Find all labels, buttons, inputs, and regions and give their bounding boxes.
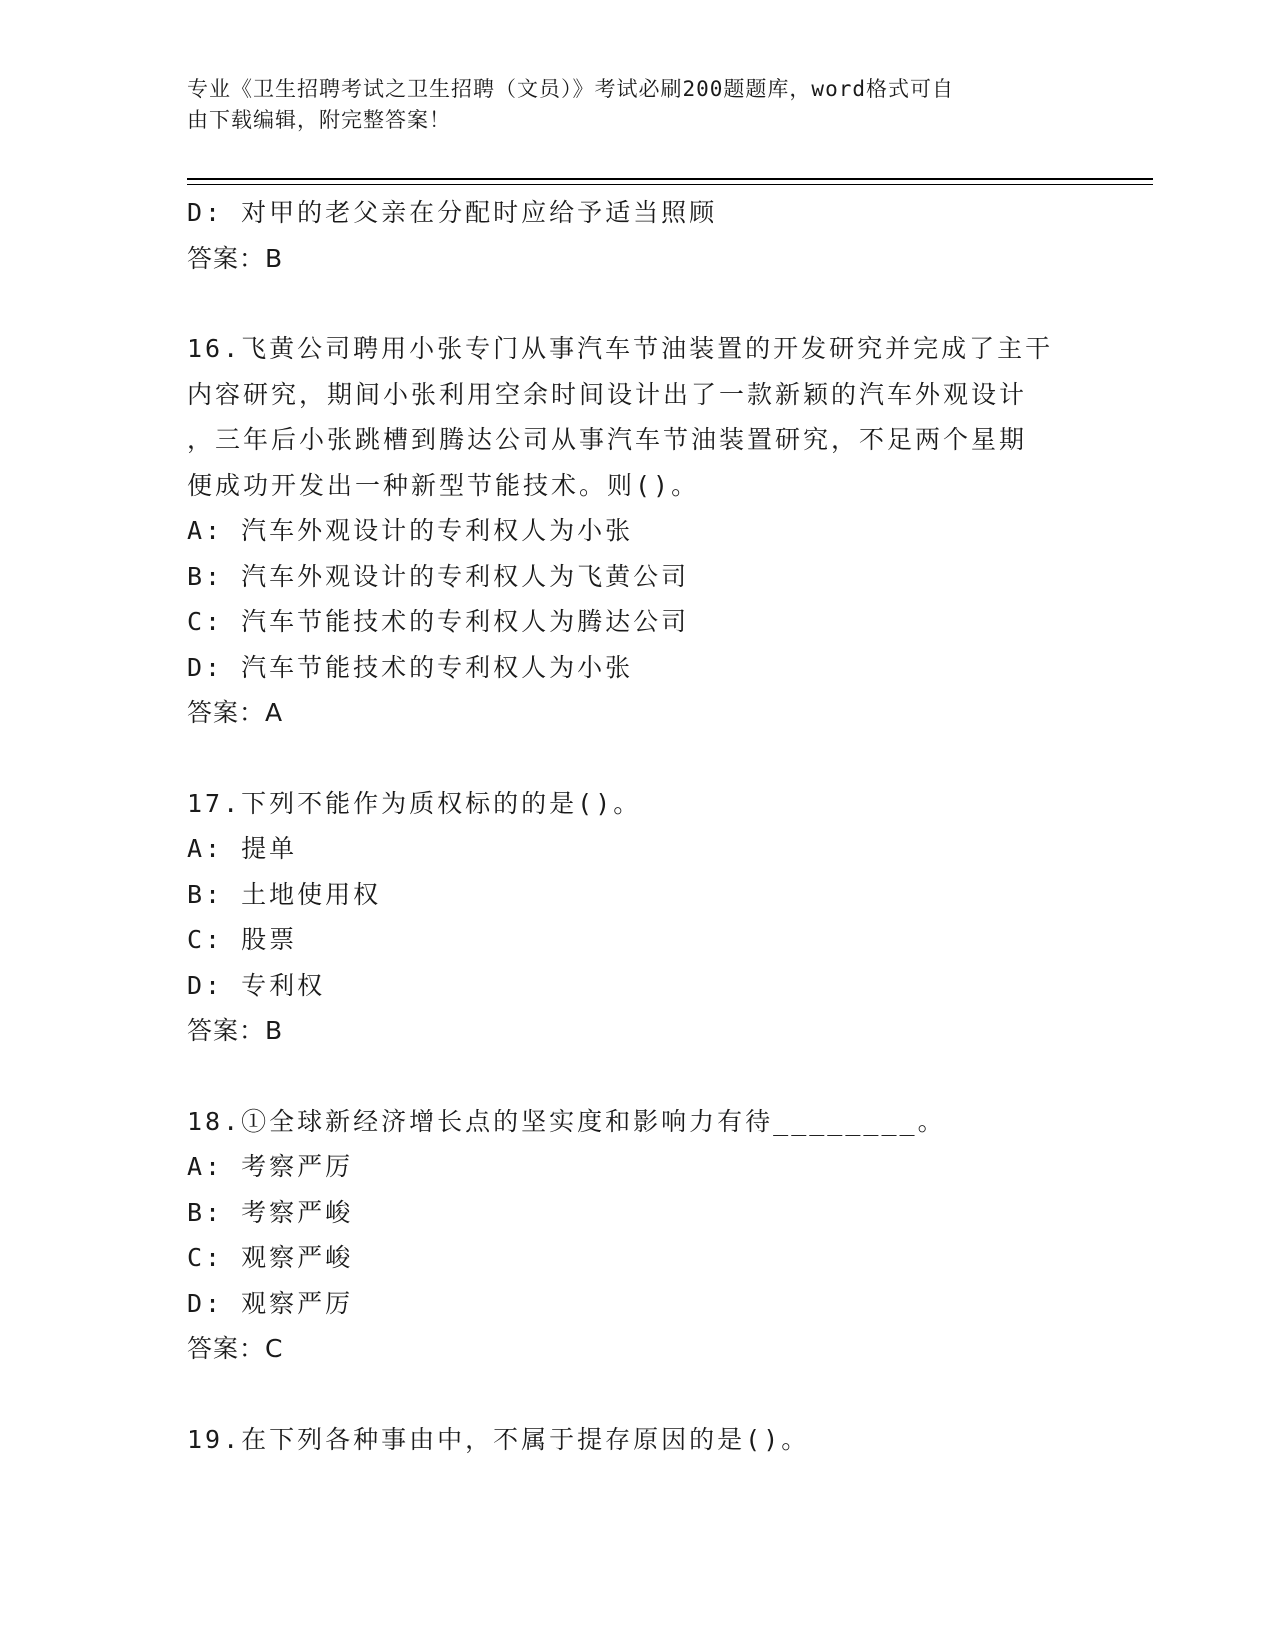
answer-line: 答案：A bbox=[187, 698, 284, 727]
option-b: B: 汽车外观设计的专利权人为飞黄公司 bbox=[187, 561, 690, 591]
spacer bbox=[187, 281, 1087, 326]
question-stem: ，三年后小张跳槽到腾达公司从事汽车节油装置研究，不足两个星期 bbox=[187, 425, 1028, 454]
option-b: B: 土地使用权 bbox=[187, 879, 382, 909]
question-stem: 19.在下列各种事由中，不属于提存原因的是()。 bbox=[187, 1424, 810, 1454]
question-stem: 18.①全球新经济增长点的坚实度和影响力有待________。 bbox=[187, 1106, 946, 1136]
option-c: C: 股票 bbox=[187, 925, 298, 954]
option-d: D: 对甲的老父亲在分配时应给予适当照顾 bbox=[187, 198, 718, 227]
question-19 bbox=[187, 1417, 1087, 1463]
option-a: A: 考察严厉 bbox=[187, 1152, 354, 1181]
spacer bbox=[187, 1372, 1087, 1417]
option-b: B: 考察严峻 bbox=[187, 1197, 354, 1227]
question-17 bbox=[187, 781, 1087, 1054]
answer-line: 答案：B bbox=[187, 1016, 284, 1045]
document-body bbox=[187, 190, 1087, 1462]
question-stem: 内容研究，期间小张利用空余时间设计出了一款新颖的汽车外观设计 bbox=[187, 379, 1028, 409]
question-stem: 17.下列不能作为质权标的的是()。 bbox=[187, 788, 642, 818]
question-18 bbox=[187, 1099, 1087, 1372]
header-rule-thick bbox=[187, 178, 1153, 180]
header-line-1: 专业《卫生招聘考试之卫生招聘（文员）》考试必刷200题题库，word格式可自 bbox=[187, 77, 954, 101]
header-line-2: 由下载编辑，附完整答案！ bbox=[187, 108, 451, 132]
question-stem: 16.飞黄公司聘用小张专门从事汽车节油装置的开发研究并完成了主干 bbox=[187, 334, 1054, 363]
option-a: A: 汽车外观设计的专利权人为小张 bbox=[187, 516, 634, 545]
option-d: D: 汽车节能技术的专利权人为小张 bbox=[187, 652, 634, 682]
answer-line: 答案：C bbox=[187, 1334, 284, 1363]
question-stem: 便成功开发出一种新型节能技术。则()。 bbox=[187, 470, 700, 500]
spacer bbox=[187, 1054, 1087, 1099]
option-a: A: 提单 bbox=[187, 834, 298, 863]
option-d: D: 专利权 bbox=[187, 970, 326, 1000]
spacer bbox=[187, 736, 1087, 781]
document-header bbox=[187, 74, 1067, 136]
answer-line: 答案：B bbox=[187, 243, 284, 273]
header-rule-thin bbox=[187, 184, 1153, 185]
option-d: D: 观察严厉 bbox=[187, 1288, 354, 1318]
question-16 bbox=[187, 326, 1087, 736]
option-c: C: 汽车节能技术的专利权人为腾达公司 bbox=[187, 607, 690, 636]
option-c: C: 观察严峻 bbox=[187, 1243, 354, 1272]
question-15-tail bbox=[187, 190, 1087, 281]
